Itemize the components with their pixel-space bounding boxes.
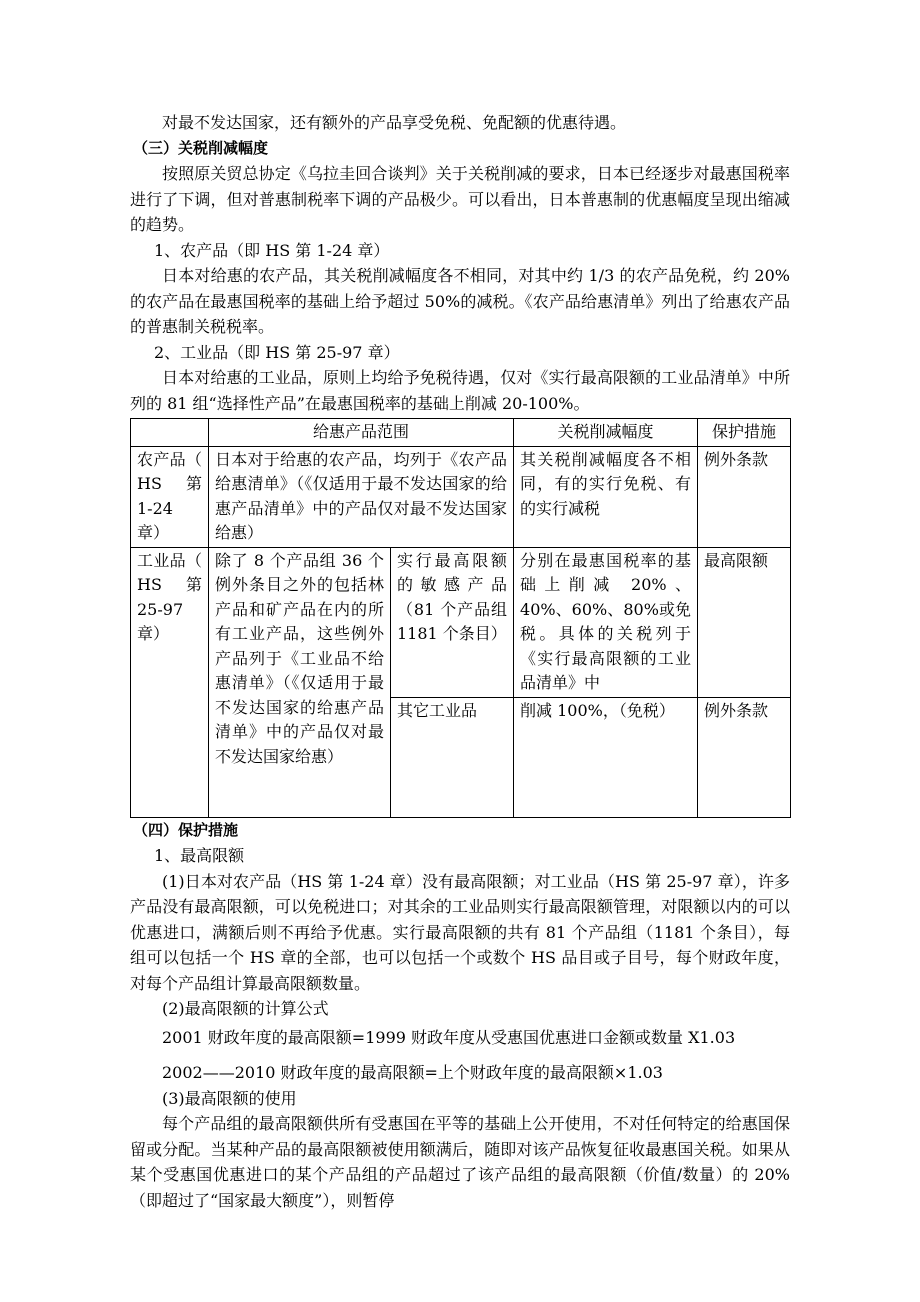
table-header-scope: 给惠产品范围 bbox=[209, 419, 514, 447]
cell-ind-sub2: 其它工业品 bbox=[391, 697, 514, 817]
paragraph-ceiling-4: 每个产品组的最高限额供所有受惠国在平等的基础上公开使用，不对任何特定的给惠国保留或分配。当某种产品的最高限额被使用额满后，随即对该产品恢复征收最惠国关税。如果从某个受惠国优惠进口的某个产品组的产品超过了该产品组的最高限额（价值/数量）的 20%（即超过了“国家最大额度”），则暂停 bbox=[130, 1114, 790, 1210]
cell-agri-label: 农产品（ HS 第 1-24 章） bbox=[131, 446, 209, 547]
cell-ind-measure2: 例外条款 bbox=[698, 697, 791, 817]
heading-tariff-reduction: （三）关税削减幅度 bbox=[133, 138, 269, 157]
cell-ind-sub1: 实行最高限额的敏感产品（81 个产品组 1181 个条目） bbox=[391, 547, 514, 697]
formula-2001: 2001 财政年度的最高限额=1999 财政年度从受惠国优惠进口金额或数量 X1.03 bbox=[162, 1027, 736, 1047]
cell-ind-measure1: 最高限额 bbox=[698, 547, 791, 697]
paragraph-industrial: 日本对给惠的工业品，原则上均给予免税待遇，仅对《实行最高限额的工业品清单》中所列的 81 组“选择性产品”在最惠国税率的基础上削减 20-100%。 bbox=[130, 368, 790, 413]
cell-ind-cut1: 分别在最惠国税率的基础上削减 20%、40%、60%、80%或免税。具体的关税列于《实行最高限额的工业品清单》中 bbox=[514, 547, 698, 697]
cell-agri-scope: 日本对于给惠的农产品，均列于《农产品给惠清单》（《仅适用于最不发达国家的给惠产品清单》中的产品仅对最不发达国家给惠） bbox=[209, 446, 514, 547]
paragraph-agri: 日本对给惠的农产品，其关税削减幅度各不相同，对其中约 1/3 的农产品免税，约 20%的农产品在最惠国税率的基础上给予超过 50%的减税。《农产品给惠清单》列出了给惠农产品的普惠制关税税率。 bbox=[130, 266, 790, 336]
subheading-industrial: 2、工业品（即 HS 第 25-97 章） bbox=[154, 342, 400, 362]
paragraph-ceiling-1: (1)日本对农产品（HS 第 1-24 章）没有最高限额；对工业品（HS 第 25-97 章），许多产品没有最高限额，可以免税进口；对其余的工业品则实行最高限额管理，对限额以内的可以优惠进口，满额后则不再给予优惠。实行最高限额的共有 81 个产品组（1181 个条目），每组可以包括一个 HS 章的全部，也可以包括一个或数个 HS 品目或子目号，每个财政年度，对每个产品组计算最高限额数量。 bbox=[130, 871, 790, 993]
heading-protection: （四）保护措施 bbox=[133, 820, 239, 839]
cell-agri-measure: 例外条款 bbox=[698, 446, 791, 547]
table-row-industrial-1 bbox=[131, 547, 791, 697]
cell-ind-scope: 除了 8 个产品组 36 个例外条目之外的包括林产品和矿产品在内的所有工业产品，这些例外产品列于《工业品不给惠清单》（《仅适用于最不发达国家的给惠产品清单》中的产品仅对最不发达国家给惠） bbox=[209, 547, 391, 817]
cell-ind-cut2: 削减 100%，（免税） bbox=[514, 697, 698, 817]
paragraph-ldc: 对最不发达国家，还有额外的产品享受免税、免配额的优惠待遇。 bbox=[162, 113, 627, 132]
document-page bbox=[130, 110, 790, 1213]
table-header-blank bbox=[131, 419, 209, 447]
table-header-cut: 关税削减幅度 bbox=[514, 419, 698, 447]
table-row-agri bbox=[131, 446, 791, 547]
subheading-ceiling: 1、最高限额 bbox=[154, 846, 245, 865]
subheading-agri: 1、农产品（即 HS 第 1-24 章） bbox=[154, 240, 390, 260]
table-header-measure: 保护措施 bbox=[698, 419, 791, 447]
paragraph-uruguay-round: 按照原关贸总协定《乌拉圭回合谈判》关于关税削减的要求，日本已经逐步对最惠国税率进行了下调，但对普惠制税率下调的产品极少。可以看出，日本普惠制的优惠幅度呈现出缩减的趋势。 bbox=[130, 164, 790, 234]
cell-agri-cut: 其关税削减幅度各不相同，有的实行免税、有的实行减税 bbox=[514, 446, 698, 547]
table-header-row bbox=[131, 419, 791, 447]
tariff-table bbox=[130, 418, 791, 818]
cell-ind-label: 工业品（ HS 第 25-97 章） bbox=[131, 547, 209, 817]
paragraph-ceiling-2: (2)最高限额的计算公式 bbox=[162, 999, 329, 1018]
paragraph-ceiling-3: (3)最高限额的使用 bbox=[162, 1088, 297, 1108]
formula-2002-2010: 2002——2010 财政年度的最高限额=上个财政年度的最高限额×1.03 bbox=[162, 1063, 663, 1082]
